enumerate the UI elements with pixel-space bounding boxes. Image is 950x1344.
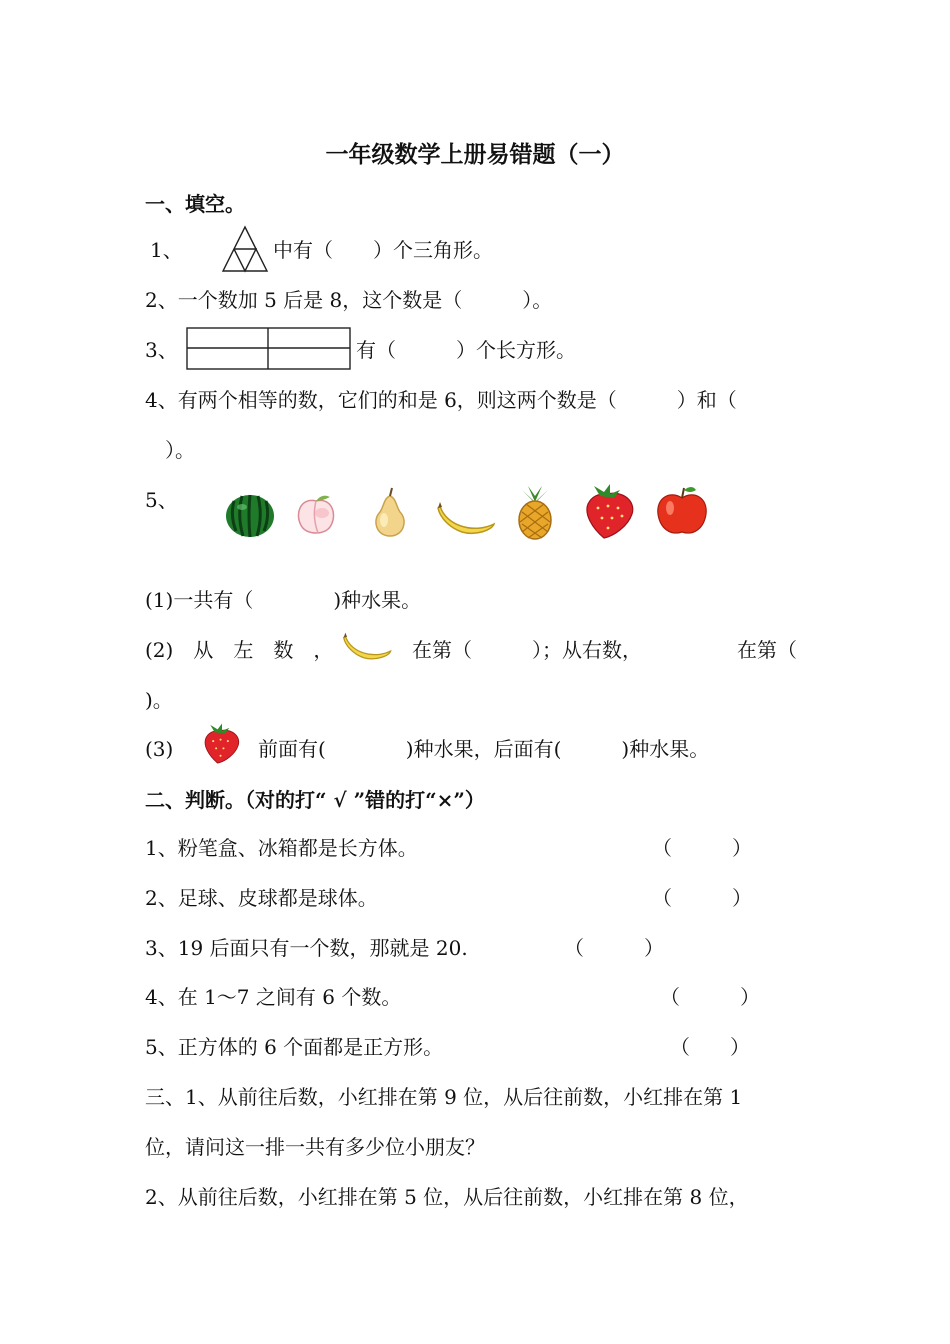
banana-icon xyxy=(342,628,394,664)
q4-line1: 4、有两个相等的数，它们的和是 6，则这两个数是（ ）和（ xyxy=(145,388,737,412)
judge-item-4: 4、在 1～7 之间有 6 个数。 xyxy=(145,985,402,1009)
q4-line2: ）。 xyxy=(145,438,195,462)
q5-sub2-a: (2) 从 左 数 ， xyxy=(145,638,334,662)
section3-line2: 位，请问这一排一共有多少位小朋友？ xyxy=(145,1135,485,1159)
q2-text: 2、一个数加 5 后是 8，这个数是（ ）。 xyxy=(145,288,553,312)
judge-paren-1: （ ） xyxy=(652,836,752,860)
q3-number: 3、 xyxy=(145,338,178,362)
strawberry-icon xyxy=(580,484,640,540)
judge-item-2: 2、足球、皮球都是球体。 xyxy=(145,886,378,910)
judge-paren-2: （ ） xyxy=(652,886,752,910)
section2-heading: 二、判断。（对的打“ √ ”错的打“×”） xyxy=(145,788,485,812)
judge-paren-4: （ ） xyxy=(660,985,760,1009)
banana-icon xyxy=(436,500,498,536)
q5-sub1: (1)一共有（ )种水果。 xyxy=(145,588,422,612)
q5-sub3-b: 前面有( )种水果，后面有( )种水果。 xyxy=(258,737,710,761)
q3-text: 有（ ）个长方形。 xyxy=(356,338,576,362)
judge-item-5: 5、正方体的 6 个面都是正方形。 xyxy=(145,1035,444,1059)
judge-paren-5: （ ） xyxy=(670,1035,750,1059)
judge-item-3: 3、19 后面只有一个数，那就是 20. xyxy=(145,936,468,960)
triangle-figure xyxy=(220,224,270,274)
q1-number: 1、 xyxy=(150,238,183,262)
judge-item-1: 1、粉笔盒、冰箱都是长方体。 xyxy=(145,836,418,860)
judge-paren-3: （ ） xyxy=(564,936,664,960)
pineapple-icon xyxy=(514,484,556,540)
rectangle-figure xyxy=(186,327,352,371)
q5-sub2-end: )。 xyxy=(145,688,173,712)
apple-icon xyxy=(654,484,710,538)
q1-text: 中有（ ）个三角形。 xyxy=(273,238,493,262)
pear-icon xyxy=(368,486,412,538)
watermelon-icon xyxy=(224,491,276,539)
q5-number: 5、 xyxy=(145,488,178,512)
peach-icon xyxy=(292,493,340,537)
q5-sub2-c: 在第（ xyxy=(737,638,797,662)
q5-sub3-a: (3) xyxy=(145,737,174,761)
section3-line3: 2、从前往后数，小红排在第 5 位，从后往前数，小红排在第 8 位， xyxy=(145,1185,749,1209)
strawberry-icon xyxy=(200,722,244,766)
page-title: 一年级数学上册易错题（一） xyxy=(325,141,625,168)
section3-line1: 三、1、从前往后数，小红排在第 9 位，从后往前数，小红排在第 1 xyxy=(145,1085,743,1109)
q5-sub2-b: 在第（ ）；从右数， xyxy=(412,638,642,662)
section1-heading: 一、填空。 xyxy=(145,192,245,216)
